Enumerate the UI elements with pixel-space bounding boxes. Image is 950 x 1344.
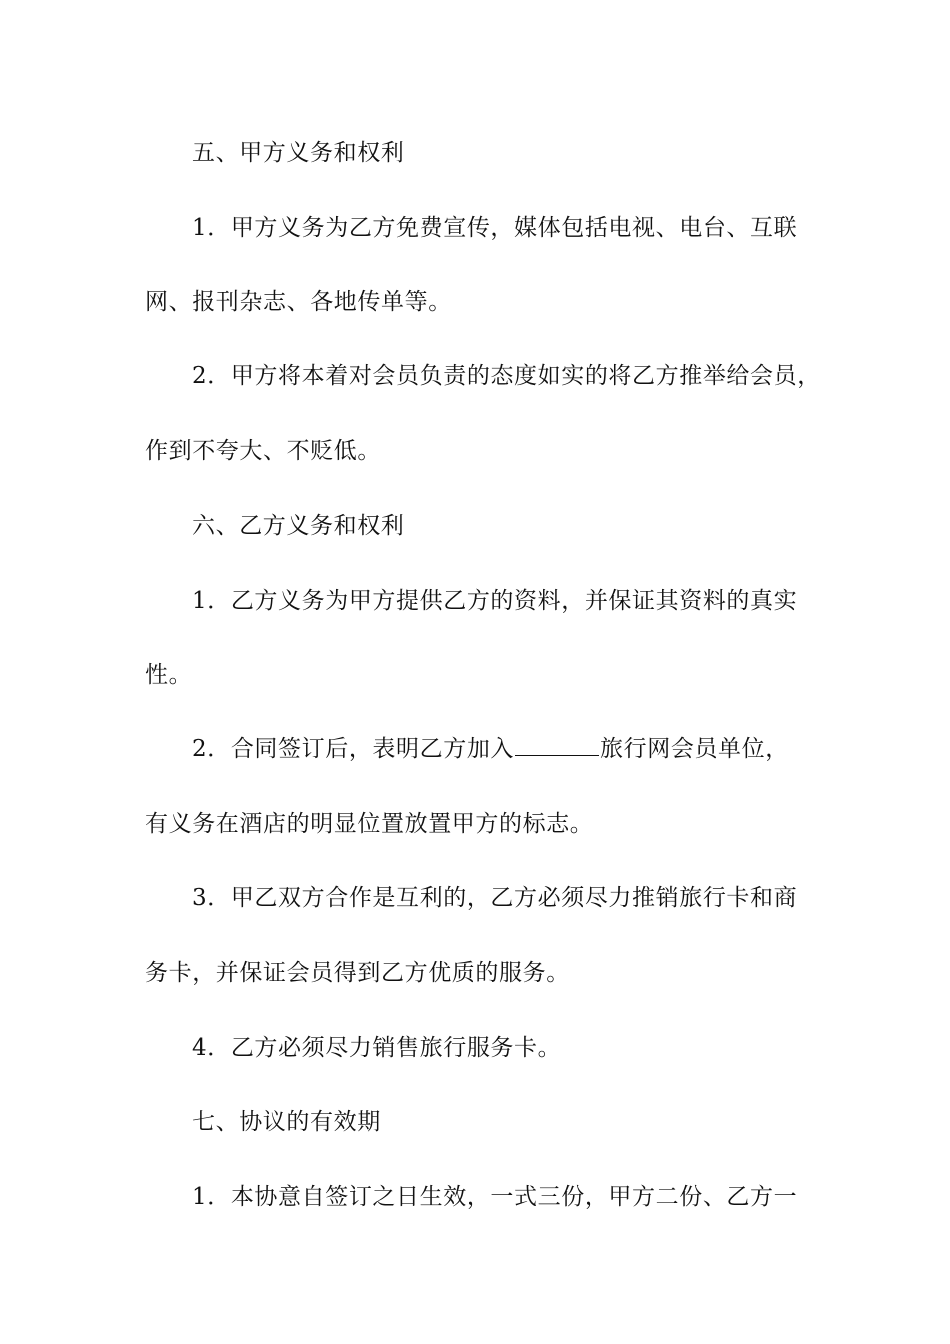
text-before-blank: 2．合同签订后，表明乙方加入: [192, 736, 515, 762]
paragraph-line: 4．乙方必须尽力销售旅行服务卡。: [192, 1035, 562, 1061]
paragraph-line: 性。: [145, 662, 193, 688]
paragraph-line: 1．乙方义务为甲方提供乙方的资料，并保证其资料的真实: [192, 588, 798, 614]
paragraph-line: 1．甲方义务为乙方免费宣传，媒体包括电视、电台、互联: [192, 215, 798, 241]
paragraph-line: 网、报刊杂志、各地传单等。: [145, 289, 452, 315]
fill-in-blank: [515, 737, 599, 756]
paragraph-line: 有义务在酒店的明显位置放置甲方的标志。: [145, 811, 594, 837]
section-heading-7: 七、协议的有效期: [192, 1109, 381, 1135]
section-heading-5: 五、甲方义务和权利: [192, 140, 405, 166]
text-after-blank: 旅行网会员单位，: [600, 736, 789, 762]
paragraph-line: 务卡，并保证会员得到乙方优质的服务。: [145, 960, 570, 986]
paragraph-line: 作到不夸大、不贬低。: [145, 438, 381, 464]
paragraph-line: 2．甲方将本着对会员负责的态度如实的将乙方推举给会员，: [192, 363, 821, 389]
paragraph-line-with-blank: [192, 734, 892, 764]
paragraph-line: 3．甲乙双方合作是互利的，乙方必须尽力推销旅行卡和商: [192, 885, 798, 911]
section-heading-6: 六、乙方义务和权利: [192, 513, 405, 539]
paragraph-line: 1．本协意自签订之日生效，一式三份，甲方二份、乙方一: [192, 1184, 798, 1210]
